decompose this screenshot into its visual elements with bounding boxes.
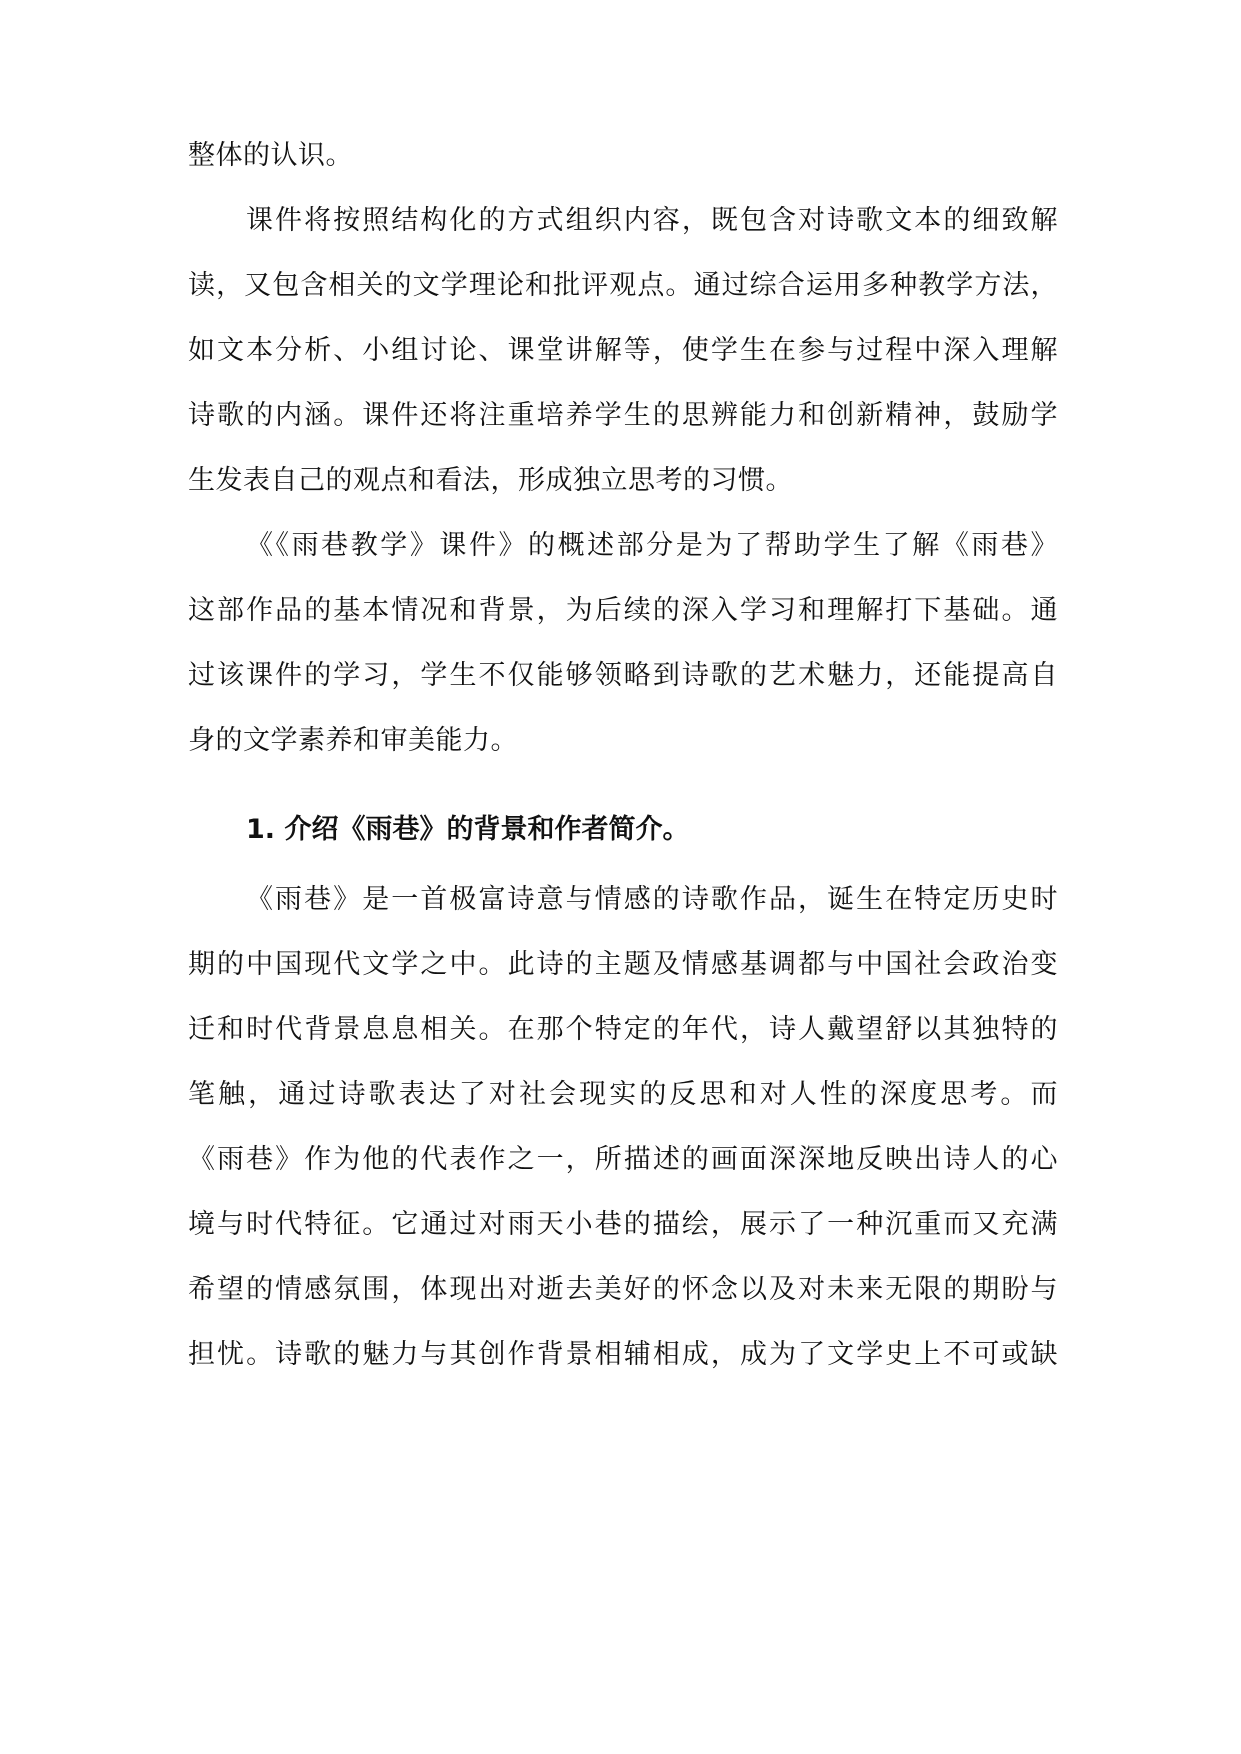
paragraph-line: 希望的情感氛围，体现出对逝去美好的怀念以及对未来无限的期盼与 (188, 1274, 1058, 1305)
paragraph-line: 迁和时代背景息息相关。在那个特定的年代，诗人戴望舒以其独特的 (188, 1014, 1058, 1045)
section-heading: 1. 介绍《雨巷》的背景和作者简介。 (246, 814, 690, 845)
paragraph-line: 《《雨巷教学》课件》的概述部分是为了帮助学生了解《雨巷》 (246, 530, 1058, 561)
paragraph-line: 这部作品的基本情况和背景，为后续的深入学习和理解打下基础。通 (188, 595, 1058, 626)
paragraph-line: 诗歌的内涵。课件还将注重培养学生的思辨能力和创新精神，鼓励学 (188, 400, 1058, 431)
paragraph-line: 《雨巷》作为他的代表作之一，所描述的画面深深地反映出诗人的心 (188, 1144, 1058, 1175)
paragraph-line: 课件将按照结构化的方式组织内容，既包含对诗歌文本的细致解 (246, 205, 1058, 236)
paragraph-line: 《雨巷》是一首极富诗意与情感的诗歌作品，诞生在特定历史时 (246, 884, 1058, 915)
paragraph-line: 境与时代特征。它通过对雨天小巷的描绘，展示了一种沉重而又充满 (188, 1209, 1058, 1240)
paragraph-line: 笔触，通过诗歌表达了对社会现实的反思和对人性的深度思考。而 (188, 1079, 1058, 1110)
paragraph-line: 期的中国现代文学之中。此诗的主题及情感基调都与中国社会政治变 (188, 949, 1058, 980)
paragraph-line: 生发表自己的观点和看法，形成独立思考的习惯。 (188, 465, 793, 496)
paragraph-line: 如文本分析、小组讨论、课堂讲解等，使学生在参与过程中深入理解 (188, 335, 1058, 366)
paragraph-line: 整体的认识。 (188, 140, 353, 171)
paragraph-line: 读，又包含相关的文学理论和批评观点。通过综合运用多种教学方法， (188, 270, 1058, 301)
paragraph-line: 身的文学素养和审美能力。 (188, 725, 518, 756)
paragraph-line: 担忧。诗歌的魅力与其创作背景相辅相成，成为了文学史上不可或缺 (188, 1339, 1058, 1370)
paragraph-line: 过该课件的学习，学生不仅能够领略到诗歌的艺术魅力，还能提高自 (188, 660, 1058, 691)
